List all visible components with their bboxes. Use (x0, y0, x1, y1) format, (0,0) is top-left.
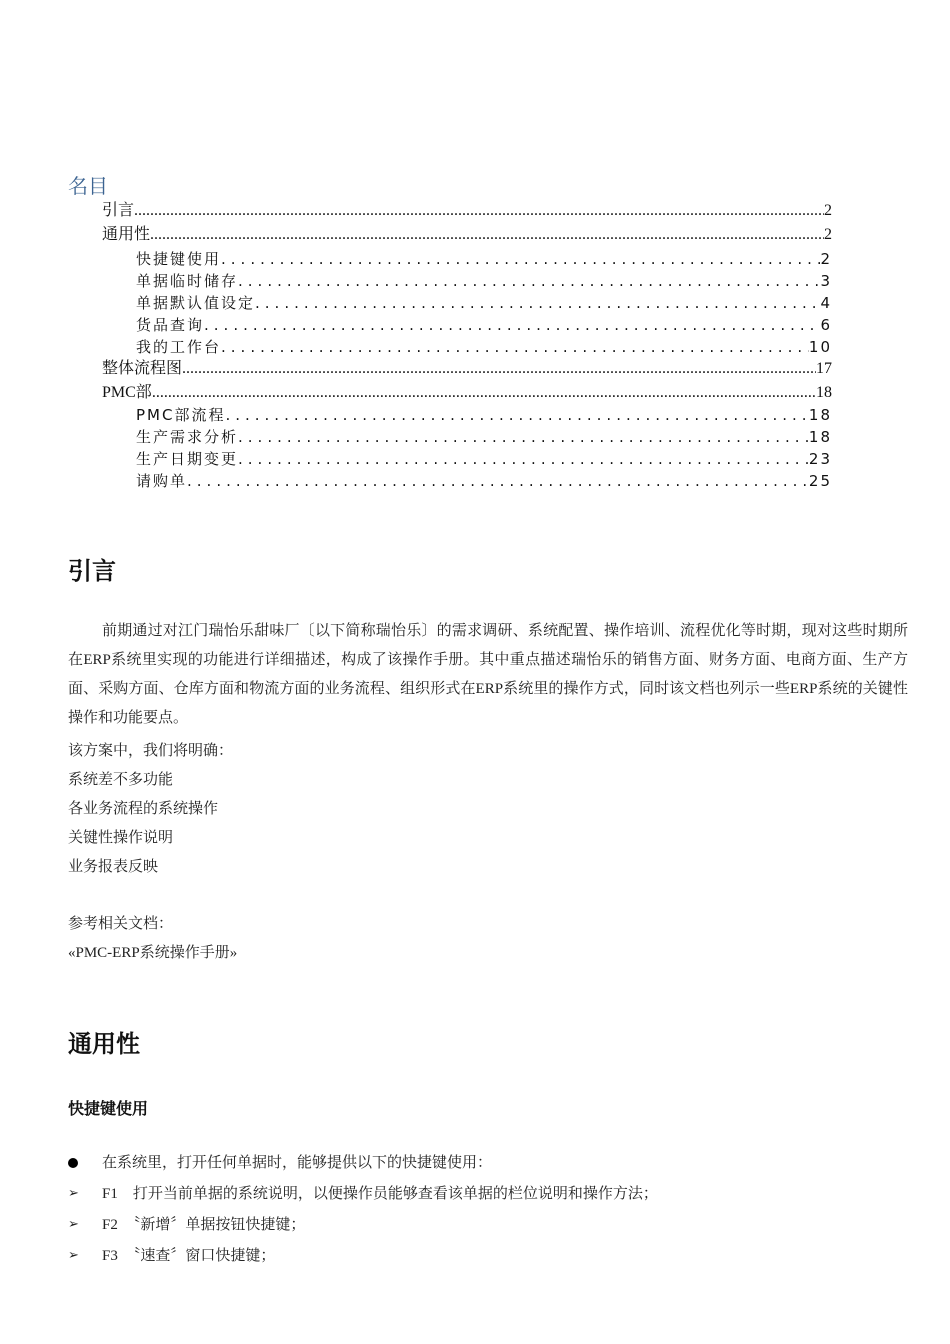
toc-entry-page: 18 (808, 428, 832, 446)
bullet-text: F1 打开当前单据的系统说明，以便操作员能够查看该单据的栏位说明和操作方法； (102, 1186, 658, 1202)
toc-entry-label: 快捷键使用 (136, 250, 222, 268)
toc-entry-page: 6 (820, 316, 832, 334)
intro-paragraph: 前期通过对江门瑞怡乐甜味厂〔以下简称瑞怡乐〕的需求调研、系统配置、操作培训、流程优化等时期，现对这些时期所在ERP系统里实现的功能进行详细描述，构成了该操作手册。其中重点描述瑞怡乐的销售方面、财务方面、电商方面、生产方面、采购方面、仓库方面和物流方面的业务流程、组织形式在ERP系统里的操作方式，同时该文档也列示一些ERP系统的关键性操作和功能要点。 (68, 623, 908, 726)
toc-entry-shortcuts[interactable] (136, 248, 832, 270)
toc-entry-temp-save[interactable] (136, 270, 832, 292)
reference-document: «PMC-ERP系统操作手册» (68, 945, 238, 961)
bullet-arrow-icon: ➢ (68, 1217, 79, 1232)
toc-entry-label: 生产日期变更 (136, 450, 239, 468)
toc-leader (221, 248, 820, 270)
bullet-text: 在系统里，打开任何单据时，能够提供以下的快捷键使用： (102, 1155, 493, 1171)
toc-entry-page: 23 (808, 450, 832, 468)
toc-entry-intro[interactable] (102, 200, 832, 222)
scope-intro: 该方案中，我们将明确： (68, 743, 234, 759)
toc-entry-label: 整体流程图 (102, 360, 183, 377)
toc-entry-page: 17 (816, 360, 832, 377)
toc-entry-label: 我的工作台 (136, 338, 222, 356)
toc-entry-page: 2 (824, 202, 832, 219)
toc-leader (152, 382, 816, 404)
intro-heading: 引言 (68, 557, 116, 585)
toc-entry-page: 3 (820, 272, 832, 290)
toc-leader (221, 336, 809, 358)
toc-entry-page: 4 (820, 294, 832, 312)
toc-entry-label: 单据临时储存 (136, 272, 239, 290)
toc-entry-label: 生产需求分析 (136, 428, 239, 446)
toc-entry-date-change[interactable] (136, 448, 832, 470)
toc-entry-page: 18 (808, 406, 832, 424)
toc-entry-pmc-flow[interactable] (136, 404, 832, 426)
toc-entry-page: 18 (816, 384, 832, 401)
toc-entry-pmc[interactable] (102, 382, 832, 404)
toc-title: 名目 (68, 174, 108, 198)
toc-leader (225, 404, 808, 426)
bullet-text: F2 〝新增〞单据按钮快捷键； (102, 1217, 306, 1233)
toc-leader (255, 292, 820, 314)
toc-entry-page: 2 (820, 250, 832, 268)
general-heading: 通用性 (68, 1030, 140, 1058)
toc-leader (182, 358, 816, 380)
bullet-text: F3 〝速查〞窗口快捷键； (102, 1248, 276, 1264)
toc-entry-defaults[interactable] (136, 292, 832, 314)
toc-entry-workbench[interactable] (136, 336, 832, 358)
toc-leader (187, 470, 809, 492)
toc-leader (150, 224, 824, 246)
scope-item: 业务报表反映 (68, 859, 159, 875)
toc-entry-label: 请购单 (136, 472, 188, 490)
toc-entry-label: PMC部流程 (136, 406, 226, 424)
scope-item: 系统差不多功能 (68, 772, 174, 788)
reference-label: 参考相关文档： (68, 916, 174, 932)
toc-entry-demand-analysis[interactable] (136, 426, 832, 448)
scope-item: 关键性操作说明 (68, 830, 174, 846)
bullet-arrow-icon: ➢ (68, 1248, 79, 1263)
toc-leader (238, 270, 820, 292)
toc-leader (204, 314, 820, 336)
shortcut-heading: 快捷键使用 (68, 1099, 149, 1118)
toc-entry-label: PMC部 (102, 384, 152, 401)
toc-entry-purchase-request[interactable] (136, 470, 832, 492)
toc-entry-page: 2 (824, 226, 832, 243)
toc-leader (238, 448, 809, 470)
toc-entry-flowchart[interactable] (102, 358, 832, 380)
toc-entry-label: 通用性 (102, 226, 151, 243)
toc-entry-page: 25 (808, 472, 832, 490)
toc-leader (134, 200, 824, 222)
toc-entry-page: 10 (808, 338, 832, 356)
toc-entry-goods-query[interactable] (136, 314, 832, 336)
toc-entry-label: 货品查询 (136, 316, 205, 334)
toc-entry-label: 单据默认值设定 (136, 294, 256, 312)
scope-item: 各业务流程的系统操作 (68, 801, 219, 817)
toc-leader (238, 426, 809, 448)
toc-entry-label: 引言 (102, 202, 135, 219)
bullet-arrow-icon: ➢ (68, 1186, 79, 1201)
toc-entry-general[interactable] (102, 224, 832, 246)
bullet-dot-icon (68, 1153, 88, 1174)
